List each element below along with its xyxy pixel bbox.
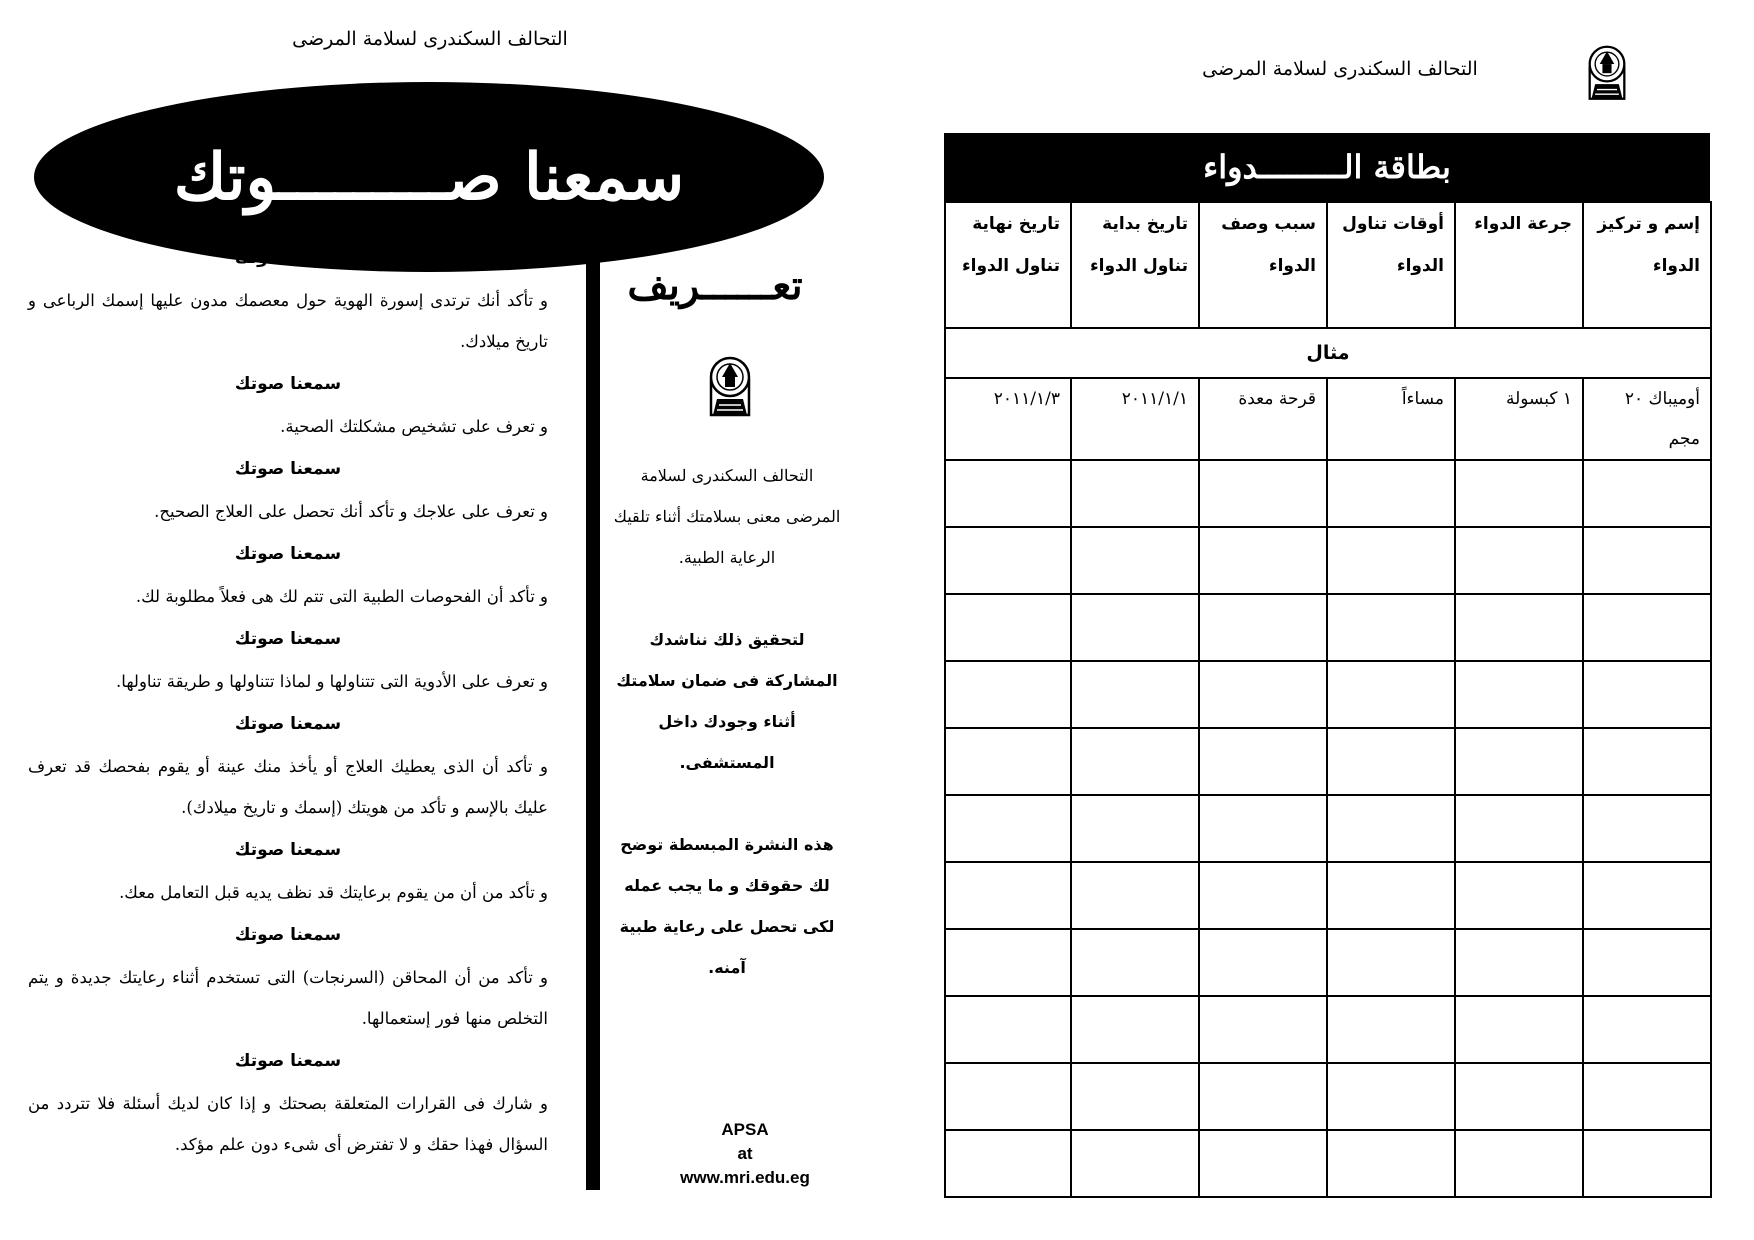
- blank-cell: [1583, 862, 1711, 929]
- blank-cell: [1455, 1063, 1583, 1130]
- blank-cell: [1455, 594, 1583, 661]
- blank-cell: [945, 795, 1071, 862]
- table-cell: أوميباك ٢٠ مجم: [1583, 378, 1711, 460]
- blank-row: [945, 460, 1711, 527]
- right-text: و تعرف على الأدوية التى تتناولها و لماذا تتناولها و طريقة تناولها.: [116, 672, 548, 691]
- alliance-logo-icon: [705, 355, 755, 423]
- blank-cell: [1199, 929, 1327, 996]
- right-item: [28, 362, 548, 447]
- definition-title: تعــــــريف: [627, 262, 803, 309]
- blank-cell: [1455, 728, 1583, 795]
- contact-org: APSA: [721, 1120, 769, 1139]
- medication-card-title: بطاقة الـــــــــدواء: [944, 133, 1710, 201]
- right-text: و تأكد أنك ترتدى إسورة الهوية حول معصمك مدون عليها إسمك الرباعى و تاريخ ميلادك.: [28, 291, 548, 351]
- right-heading: سمعنا صوتك: [234, 840, 342, 860]
- blank-cell: [1327, 661, 1455, 728]
- right-item: [28, 828, 548, 913]
- right-item: [28, 913, 548, 1039]
- left-header: التحالف السكندرى لسلامة المرضى: [292, 28, 568, 50]
- blank-cell: [1455, 527, 1583, 594]
- blank-cell: [1583, 929, 1711, 996]
- contact-at: at: [737, 1144, 753, 1163]
- right-item: [28, 1039, 548, 1165]
- blank-cell: [1071, 527, 1199, 594]
- blank-cell: [1327, 929, 1455, 996]
- blank-cell: [1071, 929, 1199, 996]
- blank-cell: [1071, 728, 1199, 795]
- blank-cell: [1455, 460, 1583, 527]
- definition-paragraph: لتحقيق ذلك نناشدك المشاركة فى ضمان سلامتك أثناء وجودك داخل المستشفى.: [616, 630, 838, 772]
- contact-website[interactable]: www.mri.edu.eg: [680, 1168, 810, 1187]
- column-header: تاريخ نهاية تناول الدواء: [945, 202, 1071, 328]
- blank-cell: [1199, 862, 1327, 929]
- blank-cell: [1327, 795, 1455, 862]
- blank-cell: [945, 1063, 1071, 1130]
- blank-cell: [1071, 1063, 1199, 1130]
- blank-cell: [1455, 1130, 1583, 1197]
- table-cell: قرحة معدة: [1199, 378, 1327, 460]
- definition-paragraph: هذه النشرة المبسطة توضح لك حقوقك و ما يجب عمله لكى تحصل على رعاية طبية آمنه.: [619, 835, 835, 977]
- blank-cell: [1327, 1063, 1455, 1130]
- blank-cell: [1071, 661, 1199, 728]
- column-header: سبب وصف الدواء: [1199, 202, 1327, 328]
- blank-cell: [1327, 1130, 1455, 1197]
- example-label: مثال: [945, 328, 1711, 378]
- right-heading: سمعنا صوتك: [234, 629, 342, 649]
- column-header: إسم و تركيز الدواء: [1583, 202, 1711, 328]
- blank-cell: [1583, 460, 1711, 527]
- right-heading: سمعنا صوتك: [234, 925, 342, 945]
- blank-cell: [945, 594, 1071, 661]
- table-cell: ٢٠١١/١/١: [1071, 378, 1199, 460]
- blank-cell: [1455, 996, 1583, 1063]
- blank-cell: [945, 996, 1071, 1063]
- blank-cell: [1583, 1130, 1711, 1197]
- blank-cell: [945, 460, 1071, 527]
- blank-row: [945, 996, 1711, 1063]
- rights-list: [28, 236, 548, 1165]
- right-item: [28, 236, 548, 362]
- blank-cell: [945, 728, 1071, 795]
- blank-cell: [1071, 795, 1199, 862]
- right-heading: سمعنا صوتك: [234, 248, 342, 268]
- blank-cell: [945, 527, 1071, 594]
- blank-cell: [945, 661, 1071, 728]
- divider-bar: [586, 220, 600, 1190]
- right-heading: سمعنا صوتك: [234, 544, 342, 564]
- right-item: [28, 532, 548, 617]
- right-text: و شارك فى القرارات المتعلقة بصحتك و إذا كان لديك أسئلة فلا تتردد من السؤال فهذا حقك و لا تفترض أى شىء دون علم مؤكد.: [28, 1094, 548, 1154]
- blank-row: [945, 661, 1711, 728]
- blank-row: [945, 795, 1711, 862]
- right-text: و تعرف على علاجك و تأكد أنك تحصل على العلاج الصحيح.: [154, 502, 548, 521]
- blank-cell: [1455, 795, 1583, 862]
- blank-cell: [1071, 1130, 1199, 1197]
- definition-paragraph: التحالف السكندرى لسلامة المرضى معنى بسلامتك أثناء تلقيك الرعاية الطبية.: [613, 466, 841, 567]
- example-label-row: [945, 328, 1711, 378]
- blank-cell: [1583, 728, 1711, 795]
- column-header: جرعة الدواء: [1455, 202, 1583, 328]
- blank-cell: [1071, 862, 1199, 929]
- blank-row: [945, 862, 1711, 929]
- blank-cell: [1327, 527, 1455, 594]
- blank-cell: [1583, 661, 1711, 728]
- contact-info: [640, 1118, 850, 1190]
- blank-cell: [1583, 795, 1711, 862]
- blank-cell: [1327, 862, 1455, 929]
- right-text: و تأكد أن الفحوصات الطبية التى تتم لك هى فعلاً مطلوبة لك.: [135, 587, 548, 606]
- right-text: و تأكد من أن من يقوم برعايتك قد نظف يديه قبل التعامل معك.: [119, 883, 548, 902]
- blank-cell: [1327, 728, 1455, 795]
- blank-row: [945, 929, 1711, 996]
- blank-row: [945, 728, 1711, 795]
- blank-row: [945, 594, 1711, 661]
- blank-cell: [1583, 996, 1711, 1063]
- right-heading: سمعنا صوتك: [234, 714, 342, 734]
- alliance-logo-icon: [1582, 44, 1632, 106]
- banner-title: سمعنا صـــــــــوتك: [173, 139, 685, 215]
- blank-row: [945, 1063, 1711, 1130]
- blank-cell: [1199, 1063, 1327, 1130]
- right-item: [28, 447, 548, 532]
- blank-cell: [1455, 661, 1583, 728]
- table-header-row: [945, 202, 1711, 328]
- table-cell: ٢٠١١/١/٣: [945, 378, 1071, 460]
- blank-cell: [1071, 460, 1199, 527]
- blank-cell: [1199, 728, 1327, 795]
- definition-text: [612, 455, 842, 1029]
- blank-cell: [945, 1130, 1071, 1197]
- column-header: أوقات تناول الدواء: [1327, 202, 1455, 328]
- blank-cell: [1199, 594, 1327, 661]
- example-row: [945, 378, 1711, 460]
- table-cell: مساءاً: [1327, 378, 1455, 460]
- blank-row: [945, 1130, 1711, 1197]
- right-item: [28, 702, 548, 828]
- right-heading: سمعنا صوتك: [234, 374, 342, 394]
- blank-cell: [1199, 460, 1327, 527]
- column-header: تاريخ بداية تناول الدواء: [1071, 202, 1199, 328]
- blank-cell: [1199, 661, 1327, 728]
- blank-cell: [1071, 594, 1199, 661]
- blank-cell: [1583, 527, 1711, 594]
- blank-cell: [1327, 460, 1455, 527]
- blank-cell: [1583, 1063, 1711, 1130]
- right-text: و تعرف على تشخيص مشكلتك الصحية.: [280, 417, 548, 436]
- blank-cell: [1455, 862, 1583, 929]
- medication-table: [944, 201, 1712, 1198]
- right-heading: سمعنا صوتك: [234, 1051, 342, 1071]
- right-item: [28, 617, 548, 702]
- blank-cell: [1583, 594, 1711, 661]
- blank-cell: [1199, 795, 1327, 862]
- blank-cell: [1199, 996, 1327, 1063]
- right-header: التحالف السكندرى لسلامة المرضى: [1202, 58, 1478, 80]
- blank-cell: [1071, 996, 1199, 1063]
- table-cell: ١ كبسولة: [1455, 378, 1583, 460]
- right-text: و تأكد من أن المحاقن (السرنجات) التى تستخدم أثناء رعايتك جديدة و يتم التخلص منها فور إستعمالها.: [28, 968, 548, 1028]
- blank-cell: [1455, 929, 1583, 996]
- blank-cell: [1199, 527, 1327, 594]
- blank-cell: [1199, 1130, 1327, 1197]
- blank-cell: [1327, 996, 1455, 1063]
- right-heading: سمعنا صوتك: [234, 459, 342, 479]
- blank-row: [945, 527, 1711, 594]
- blank-cell: [1327, 594, 1455, 661]
- blank-cell: [945, 929, 1071, 996]
- blank-cell: [945, 862, 1071, 929]
- right-text: و تأكد أن الذى يعطيك العلاج أو يأخذ منك عينة أو يقوم بفحصك قد تعرف عليك بالإسم و تأكد من هويتك (إسمك و تاريخ ميلادك).: [28, 757, 548, 817]
